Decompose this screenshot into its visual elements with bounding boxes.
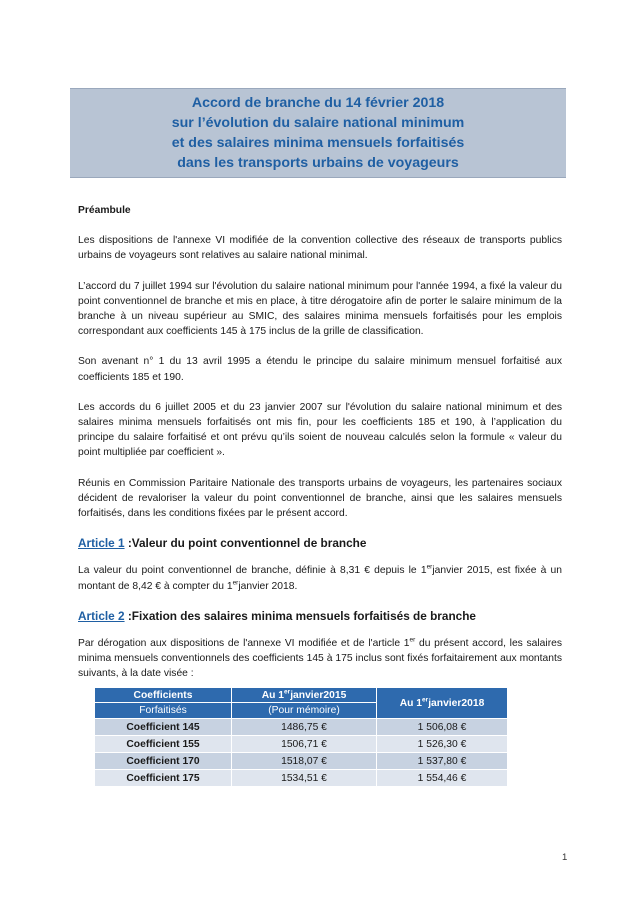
article-1-paragraph [78, 563, 562, 593]
table-row [95, 770, 507, 787]
cell-2018: 1 506,08 € [377, 719, 508, 736]
article-1-sup-a: er [426, 564, 433, 572]
article-2-sup-a: er [409, 636, 416, 644]
article-1-text-a: La valeur du point conventionnel de branche, définie à 8,31 € depuis le 1 [78, 565, 427, 577]
table-row [95, 753, 507, 770]
document-body [78, 203, 562, 697]
preambule-paragraph-3: Son avenant n° 1 du 13 avril 1995 a étendu le principe du salaire minimum mensuel forfaitisé aux coefficients 185 et 190. [78, 356, 562, 383]
title-line-2: sur l’évolution du salaire national minimum [171, 115, 465, 131]
preambule-paragraph-2: L’accord du 7 juillet 1994 sur l'évolution du salaire national minimum pour l'année 1994, a fixé la valeur du point conventionnel de branche et mis en place, à titre dérogatoire afin de porter le salaire minimum de la branche à un niveau supérieur au SMIC, des salaires minima mensuels forfaitisés pour les emplois correspondant aux coefficients 145 à 175 inclus de la grille de classification. [78, 280, 562, 338]
cell-2015: 1486,75 € [232, 719, 377, 736]
header-pour-memoire: (Pour mémoire) [232, 703, 377, 719]
article-1-sup-b: er [232, 579, 239, 587]
preambule-paragraph-4: Les accords du 6 juillet 2005 et du 23 janvier 2007 sur l'évolution du salaire national minimum et des salaires minima mensuels forfaitisés ont mis fin, pour les coefficients 185 et 190, à l’application du principe du salaire forfaitisé et ont prévu qu’ils soient de nouveau calculés selon la formule « valeur du point multipliée par coefficient ». [78, 401, 562, 459]
article-2-paragraph [78, 636, 562, 682]
article-1-text-b: janvier 2015, est fixée à un montant de 8,42 € à compter du 1 [78, 565, 562, 592]
article-2-text-b: du présent accord, les salaires minima mensuels conventionnels des coefficients 145 à 175 inclus sont fixés forfaitairement aux montants suivants, à la date visée : [78, 638, 563, 680]
article-1-title: :Valeur du point conventionnel de branche [124, 536, 367, 551]
article-1-heading [78, 536, 562, 551]
header-2015 [232, 688, 377, 703]
cell-coefficient: Coefficient 170 [95, 753, 232, 770]
preambule-paragraph-5: Réunis en Commission Paritaire Nationale des transports urbains de voyageurs, les partenaires sociaux décident de revaloriser la valeur du point conventionnel de branche, ainsi que les salaires mensuels forfaitisés, dans les conditions fixées par le présent accord. [78, 477, 562, 520]
salary-table [95, 688, 507, 786]
header-2015-sup: er [284, 688, 291, 696]
table-row [95, 719, 507, 736]
article-1-link[interactable]: Article 1 [78, 536, 125, 551]
header-2018 [377, 688, 508, 719]
salary-table-wrapper [95, 688, 507, 786]
cell-2015: 1518,07 € [232, 753, 377, 770]
header-2018-sup: er [422, 696, 429, 704]
header-2015-pre: Au 1 [261, 689, 285, 701]
header-2018-post: janvier2018 [428, 697, 485, 709]
header-coefficients: Coefficients [95, 688, 232, 703]
article-2-link[interactable]: Article 2 [78, 608, 125, 623]
article-1-text-c: janvier 2018. [238, 580, 298, 592]
header-2015-post: janvier2015 [290, 689, 347, 701]
cell-2015: 1534,51 € [232, 770, 377, 787]
cell-coefficient: Coefficient 175 [95, 770, 232, 787]
preambule-paragraph-1: Les dispositions de l'annexe VI modifiée de la convention collective des réseaux de transports publics urbains de voyageurs sont relatives au salaire national minimal. [78, 235, 562, 262]
cell-2018: 1 526,30 € [377, 736, 508, 753]
title-line-4: dans les transports urbains de voyageurs [177, 155, 459, 171]
article-2-heading [78, 609, 562, 624]
article-2-title: :Fixation des salaires minima mensuels forfaitisés de branche [124, 608, 476, 623]
title-line-1: Accord de branche du 14 février 2018 [191, 95, 445, 111]
table-header-row-1 [95, 688, 507, 703]
cell-2015: 1506,71 € [232, 736, 377, 753]
header-forfaitises: Forfaitisés [95, 703, 232, 719]
title-line-3: et des salaires minima mensuels forfaitisés [171, 135, 465, 151]
header-2018-pre: Au 1 [399, 697, 423, 709]
table-row [95, 736, 507, 753]
article-2-text-a: Par dérogation aux dispositions de l'annexe VI modifiée et de l'article 1 [78, 638, 410, 650]
cell-2018: 1 554,46 € [377, 770, 508, 787]
cell-2018: 1 537,80 € [377, 753, 508, 770]
cell-coefficient: Coefficient 145 [95, 719, 232, 736]
page-number: 1 [562, 852, 568, 863]
preambule-heading: Préambule [78, 205, 131, 216]
cell-coefficient: Coefficient 155 [95, 736, 232, 753]
document-title-box [70, 88, 566, 178]
